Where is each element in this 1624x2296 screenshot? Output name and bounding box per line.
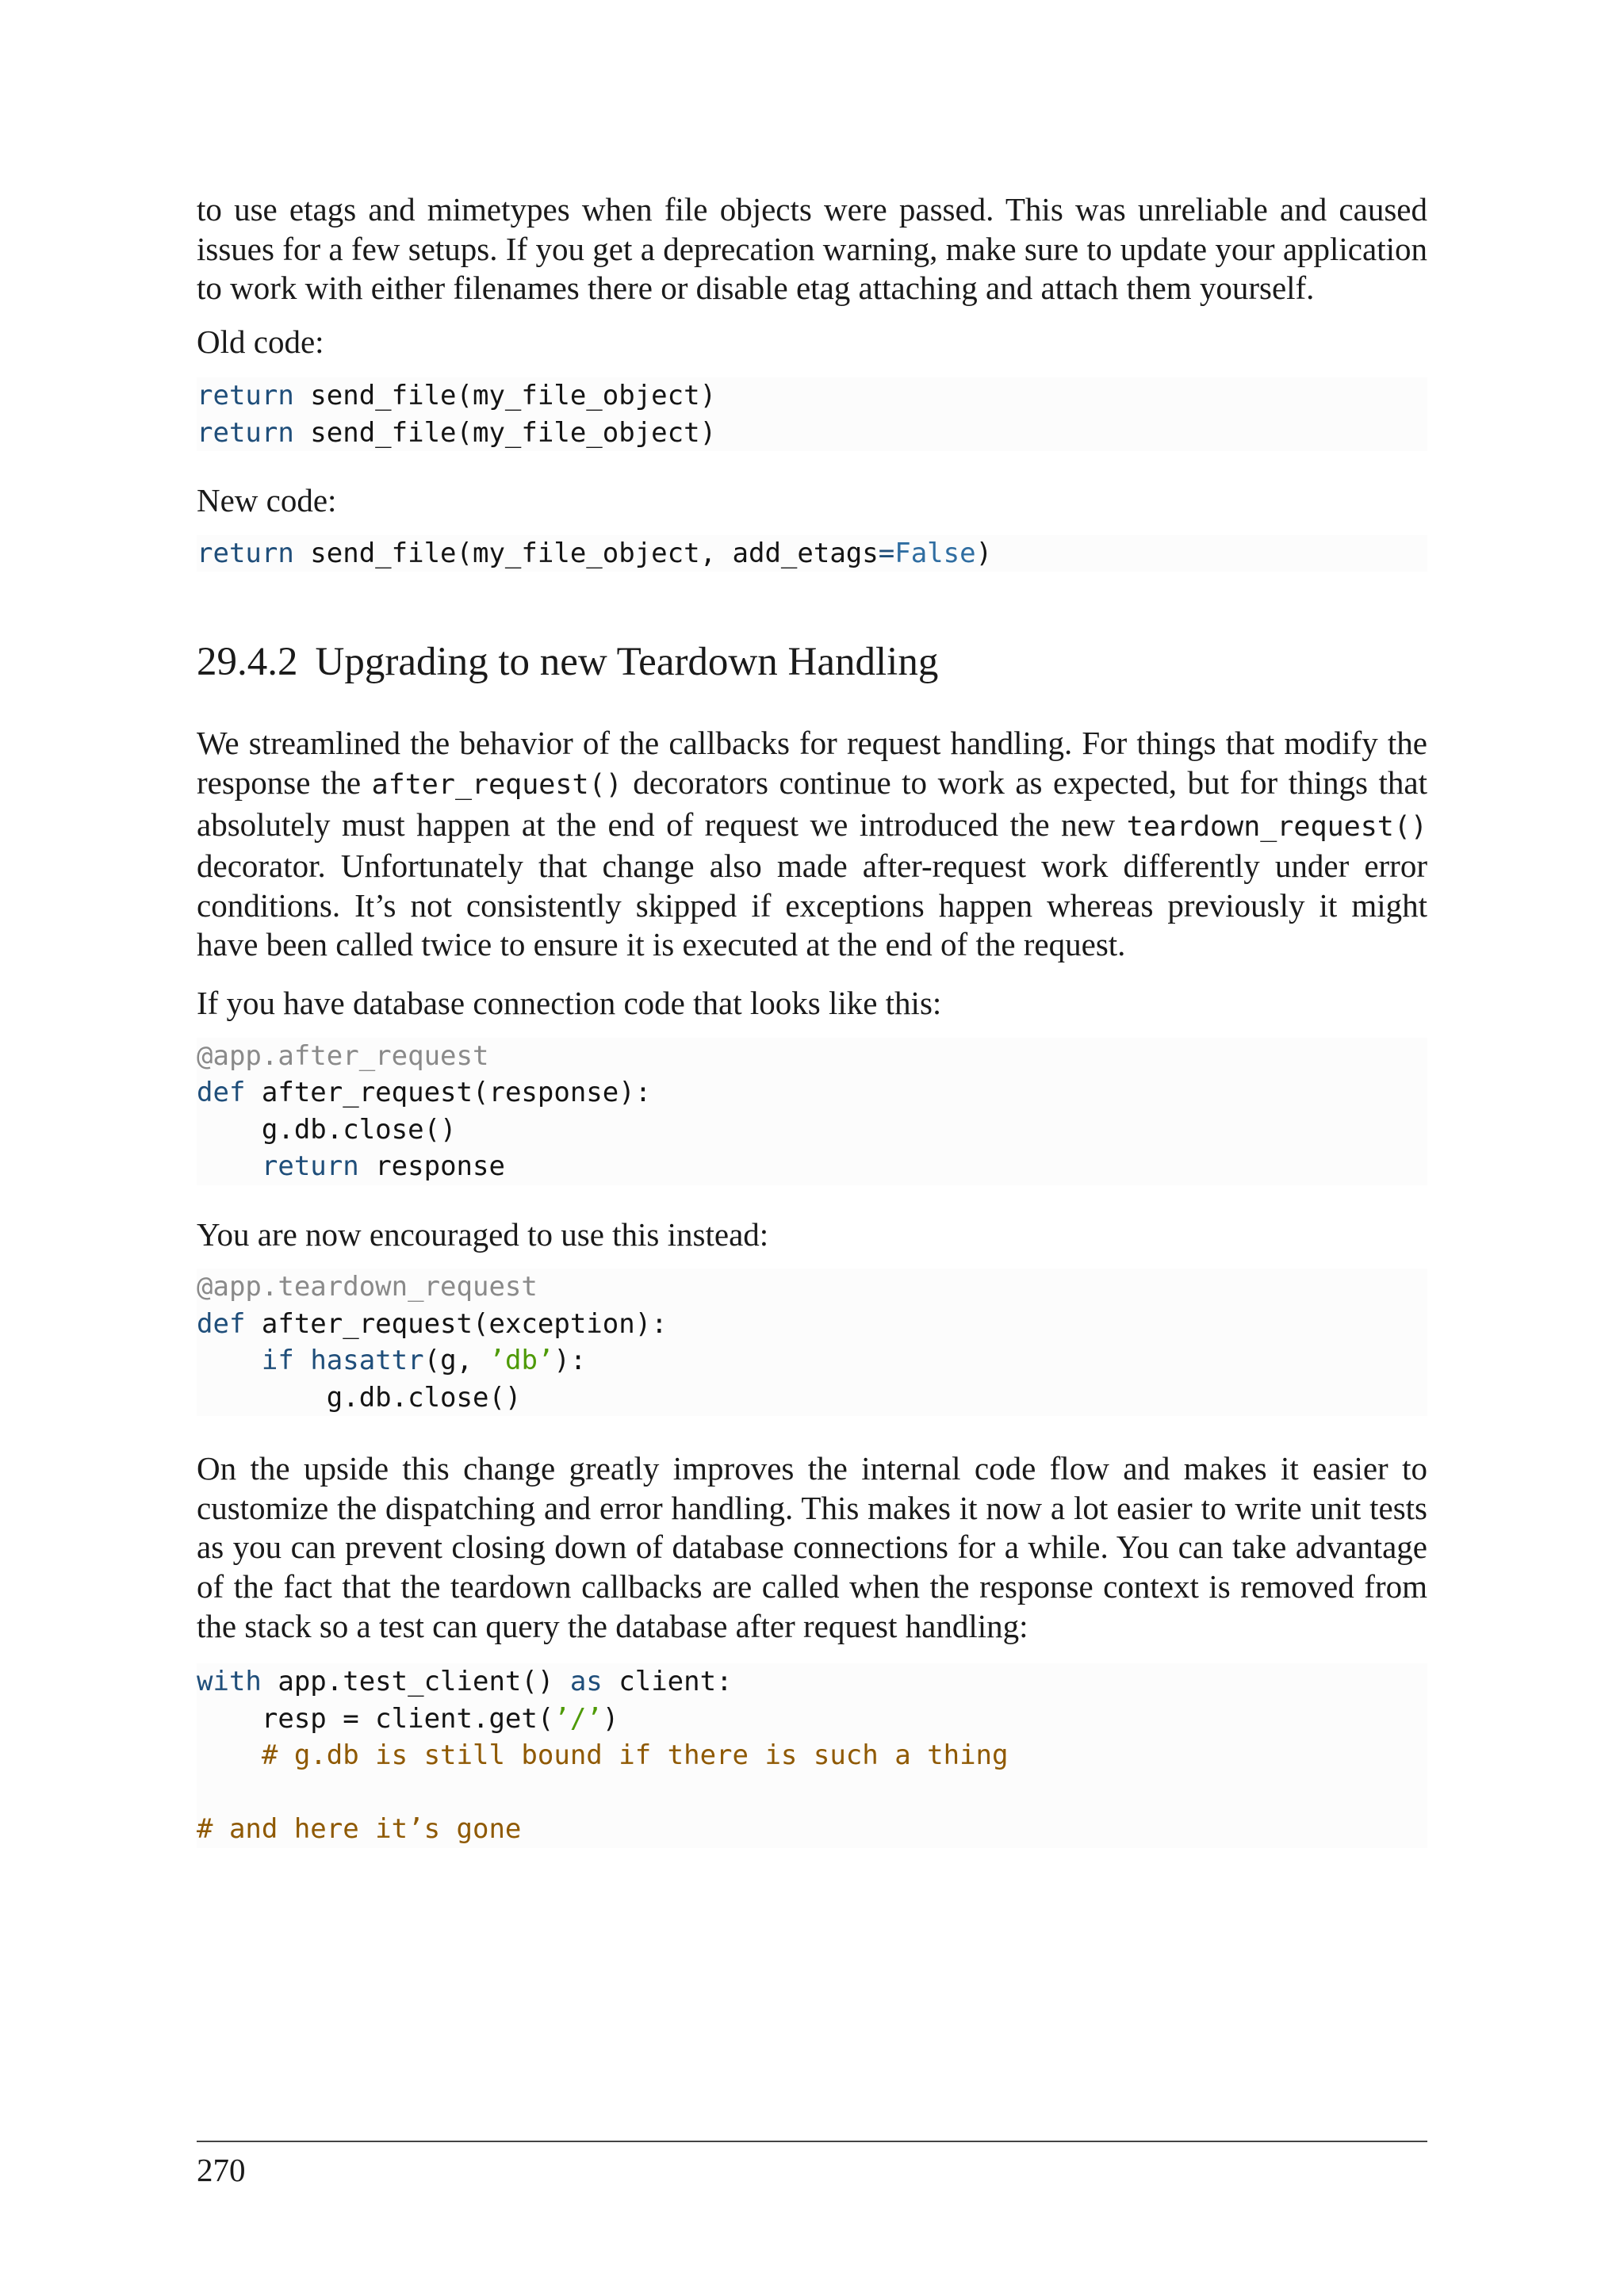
encouraged-label: You are now encouraged to use this instead: [197, 1215, 769, 1253]
code-decorator: @app.after_request [197, 1039, 489, 1072]
new-code-block [197, 535, 1427, 572]
upside-paragraph: On the upside this change greatly improves the internal code flow and makes it easier to customize the dispatching and error handling. This makes it now a lot easier to write unit tests as you can prevent closing down of database connections for a while. You can take advantage of the fact that the teardown callbacks are called when the response context is removed from the stack so a test can query the database after request handling: [197, 1450, 1427, 1644]
db-code-label: If you have database connection code that looks like this: [197, 985, 942, 1022]
code-decorator: @app.teardown_request [197, 1271, 538, 1303]
section-heading [197, 638, 1427, 686]
old-code-block [197, 377, 1427, 451]
new-code-label: New code: [197, 482, 337, 519]
old-code-label: Old code: [197, 323, 324, 360]
streamlined-paragraph: We streamlined the behavior of the callbacks for request handling. For things that modify the response the after_request() decorators continue to work as expected, but for things that absolutely must happen at the end of request we introduced the new teardown_request() decorator. Unfortunately that change also made after-request work differently under error conditions. It’s not consistently skipped if exceptions happen whereas previously it might have been called twice to ensure it is executed at the end of the request. [197, 725, 1427, 963]
inline-code-teardown-request: teardown_request() [1126, 810, 1427, 843]
footer-rule [197, 2141, 1427, 2142]
code-line: return send_file(my_file_object) [197, 380, 717, 412]
page-number: 270 [197, 2152, 246, 2188]
code-line: return send_file(my_file_object) [197, 416, 717, 449]
teardown-code-block: @app.teardown_request def after_request(exception): if hasattr(g, ’db’): g.db.close() [197, 1269, 1427, 1416]
section-number: 29.4.2 [197, 640, 298, 685]
after-request-code-block: @app.after_request def after_request(response): g.db.close() return response [197, 1038, 1427, 1185]
code-comment: # and here it’s gone [197, 1813, 522, 1846]
code-line: return send_file(my_file_object, add_etags=False) [197, 537, 993, 569]
intro-paragraph: to use etags and mimetypes when file objects were passed. This was unreliable and caused issues for a few setups. If you get a deprecation warning, make sure to update your application to work with either filenames there or disable etag attaching and attach them yourself. [197, 191, 1427, 307]
page-content [197, 190, 1427, 1848]
code-comment: # g.db is still bound if there is such a thing [261, 1739, 1009, 1772]
test-client-code-block: with app.test_client() as client: resp = client.get(’/’) # g.db is still bound if there is such a thing # and here it’s gone [197, 1663, 1427, 1848]
section-title: Upgrading to new Teardown Handling [315, 640, 939, 685]
inline-code-after-request: after_request() [371, 769, 622, 802]
